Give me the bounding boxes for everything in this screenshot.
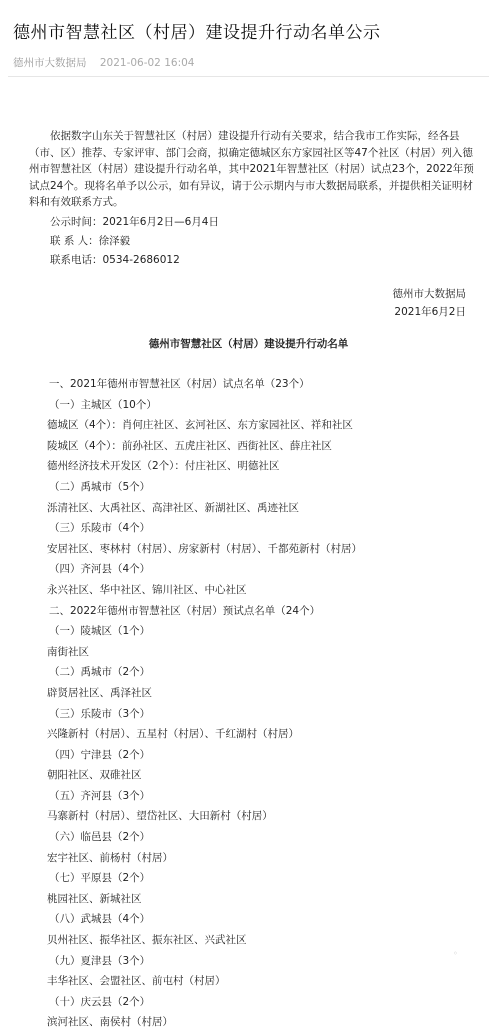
list-line: 马寨新村（村居）、望岱社区、大田新村（村居） [47,810,273,823]
intro-paragraph: 依据数字山东关于智慧社区（村居）建设提升行动有关要求，结合我市工作实际，经各县（市、区）推荐、专家评审、部门会商，拟确定德城区东方家园社区等47个社区（村居）列入德州市智慧社区（村居）建设提升行动名单，其中2021年智慧社区（村居）试点23个，2022年预试点24个。现将名单予以公示，如有异议，请于公示期内与市大数据局联系，并提供相关证明材料和有效联系方式。 [29,130,474,208]
list-line: 二、2022年德州市智慧社区（村居）预试点名单（24个） [49,604,321,617]
list-line: （十）庆云县（2个） [49,995,151,1008]
list-line: （九）夏津县（3个） [49,954,151,967]
contact-person: 联 系 人：徐泽毅 [50,235,131,247]
list-line: （七）平原县（2个） [49,872,151,885]
publish-date: 2021-06-02 16:04 [99,57,195,69]
corner-mark-icon: ◦ [453,949,458,958]
list-line: 兴隆新村（村居）、五星村（村居）、千红湖村（村居） [47,728,299,741]
list-line: （八）武城县（4个） [49,913,151,926]
list-line: 安居社区、枣林村（村居）、房家新村（村居）、千都苑新村（村居） [47,542,362,555]
list-line: 桃园社区、新城社区 [47,892,142,905]
signature-org: 德州市大数据局 [392,288,466,300]
article-meta [13,55,194,70]
list-line: 朝阳社区、双碓社区 [47,769,142,782]
list-line: 贝州社区、振华社区、振东社区、兴武社区 [47,934,247,947]
list-line: 南街社区 [47,645,89,658]
list-title: 德州市智慧社区（村居）建设提升行动名单 [148,338,349,350]
signature-date: 2021年6月2日 [394,306,466,318]
list-line: 一、2021年德州市智慧社区（村居）试点名单（23个） [49,378,310,390]
list-line: （四）齐河县（4个） [49,563,151,576]
name-list [47,376,362,1035]
list-line: （三）乐陵市（3个） [49,707,151,720]
list-line: 德城区（4个）：肖何庄社区、玄河社区、东方家园社区、祥和社区 [47,419,353,432]
list-line: 陵城区（4个）：前孙社区、五虎庄社区、西街社区、薛庄社区 [47,439,332,452]
list-line: 永兴社区、华中社区、锦川社区、中心社区 [47,583,247,596]
list-line: 丰华社区、会盟社区、前屯村（村居） [47,975,226,988]
title-divider [8,76,489,77]
source-link[interactable]: 德州市大数据局 [13,57,87,69]
list-line: （二）禹城市（2个） [49,666,151,679]
list-line: （二）禹城市（5个） [49,480,151,493]
list-line: 辟贤居社区、禹泽社区 [47,686,152,699]
page-title: 德州市智慧社区（村居）建设提升行动名单公示 [13,23,381,43]
list-line: （六）临邑县（2个） [49,831,151,844]
list-line: 滨河社区、南侯村（村居） [47,1016,173,1029]
list-line: （五）齐河县（3个） [49,789,151,802]
list-line: （一）陵城区（1个） [49,625,151,638]
list-line: （三）乐陵市（4个） [49,522,151,535]
list-line: 宏宇社区、前杨村（村居） [47,851,173,864]
list-line: （四）宁津县（2个） [49,748,151,761]
list-line: 泺清社区、大禹社区、高津社区、新湖社区、禹迹社区 [47,501,299,514]
notice-period: 公示时间：2021年6月2日—6月4日 [50,216,219,228]
contact-phone: 联系电话：0534-2686012 [50,254,180,266]
list-line: 德州经济技术开发区（2个）：付庄社区、明德社区 [47,460,280,473]
list-line: （一）主城区（10个） [49,398,157,411]
